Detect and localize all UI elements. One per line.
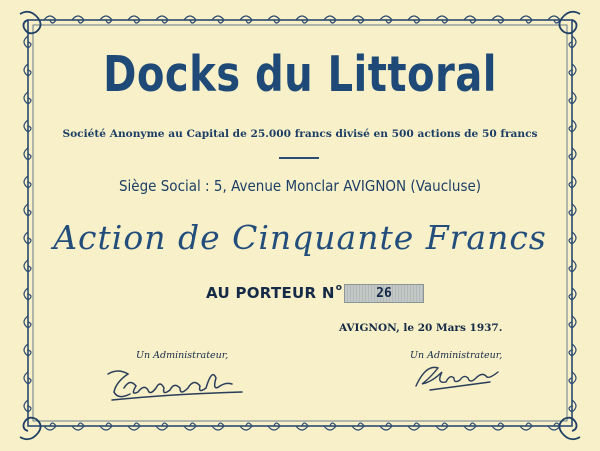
issue-date: AVIGNON, le 20 Mars 1937. [339,322,503,334]
company-title: Docks du Littoral [103,46,497,103]
bearer-line [206,283,424,303]
administrator-left-label: Un Administrateur, [136,350,229,361]
signature-left-icon [100,362,260,408]
bearer-number-sign: o [335,283,342,293]
share-number: 26 [344,284,424,303]
divider-rule [279,157,319,159]
share-denomination: Action de Cinquante Francs [53,218,547,257]
capital-subtitle: Société Anonyme au Capital de 25.000 francs divisé en 500 actions de 50 francs [62,128,538,140]
administrator-right-label: Un Administrateur, [410,350,503,361]
registered-office: Siège Social : 5, Avenue Monclar AVIGNON (Vaucluse) [118,177,482,195]
bearer-label: AU PORTEUR N [206,284,335,302]
signature-right-icon [410,360,530,394]
